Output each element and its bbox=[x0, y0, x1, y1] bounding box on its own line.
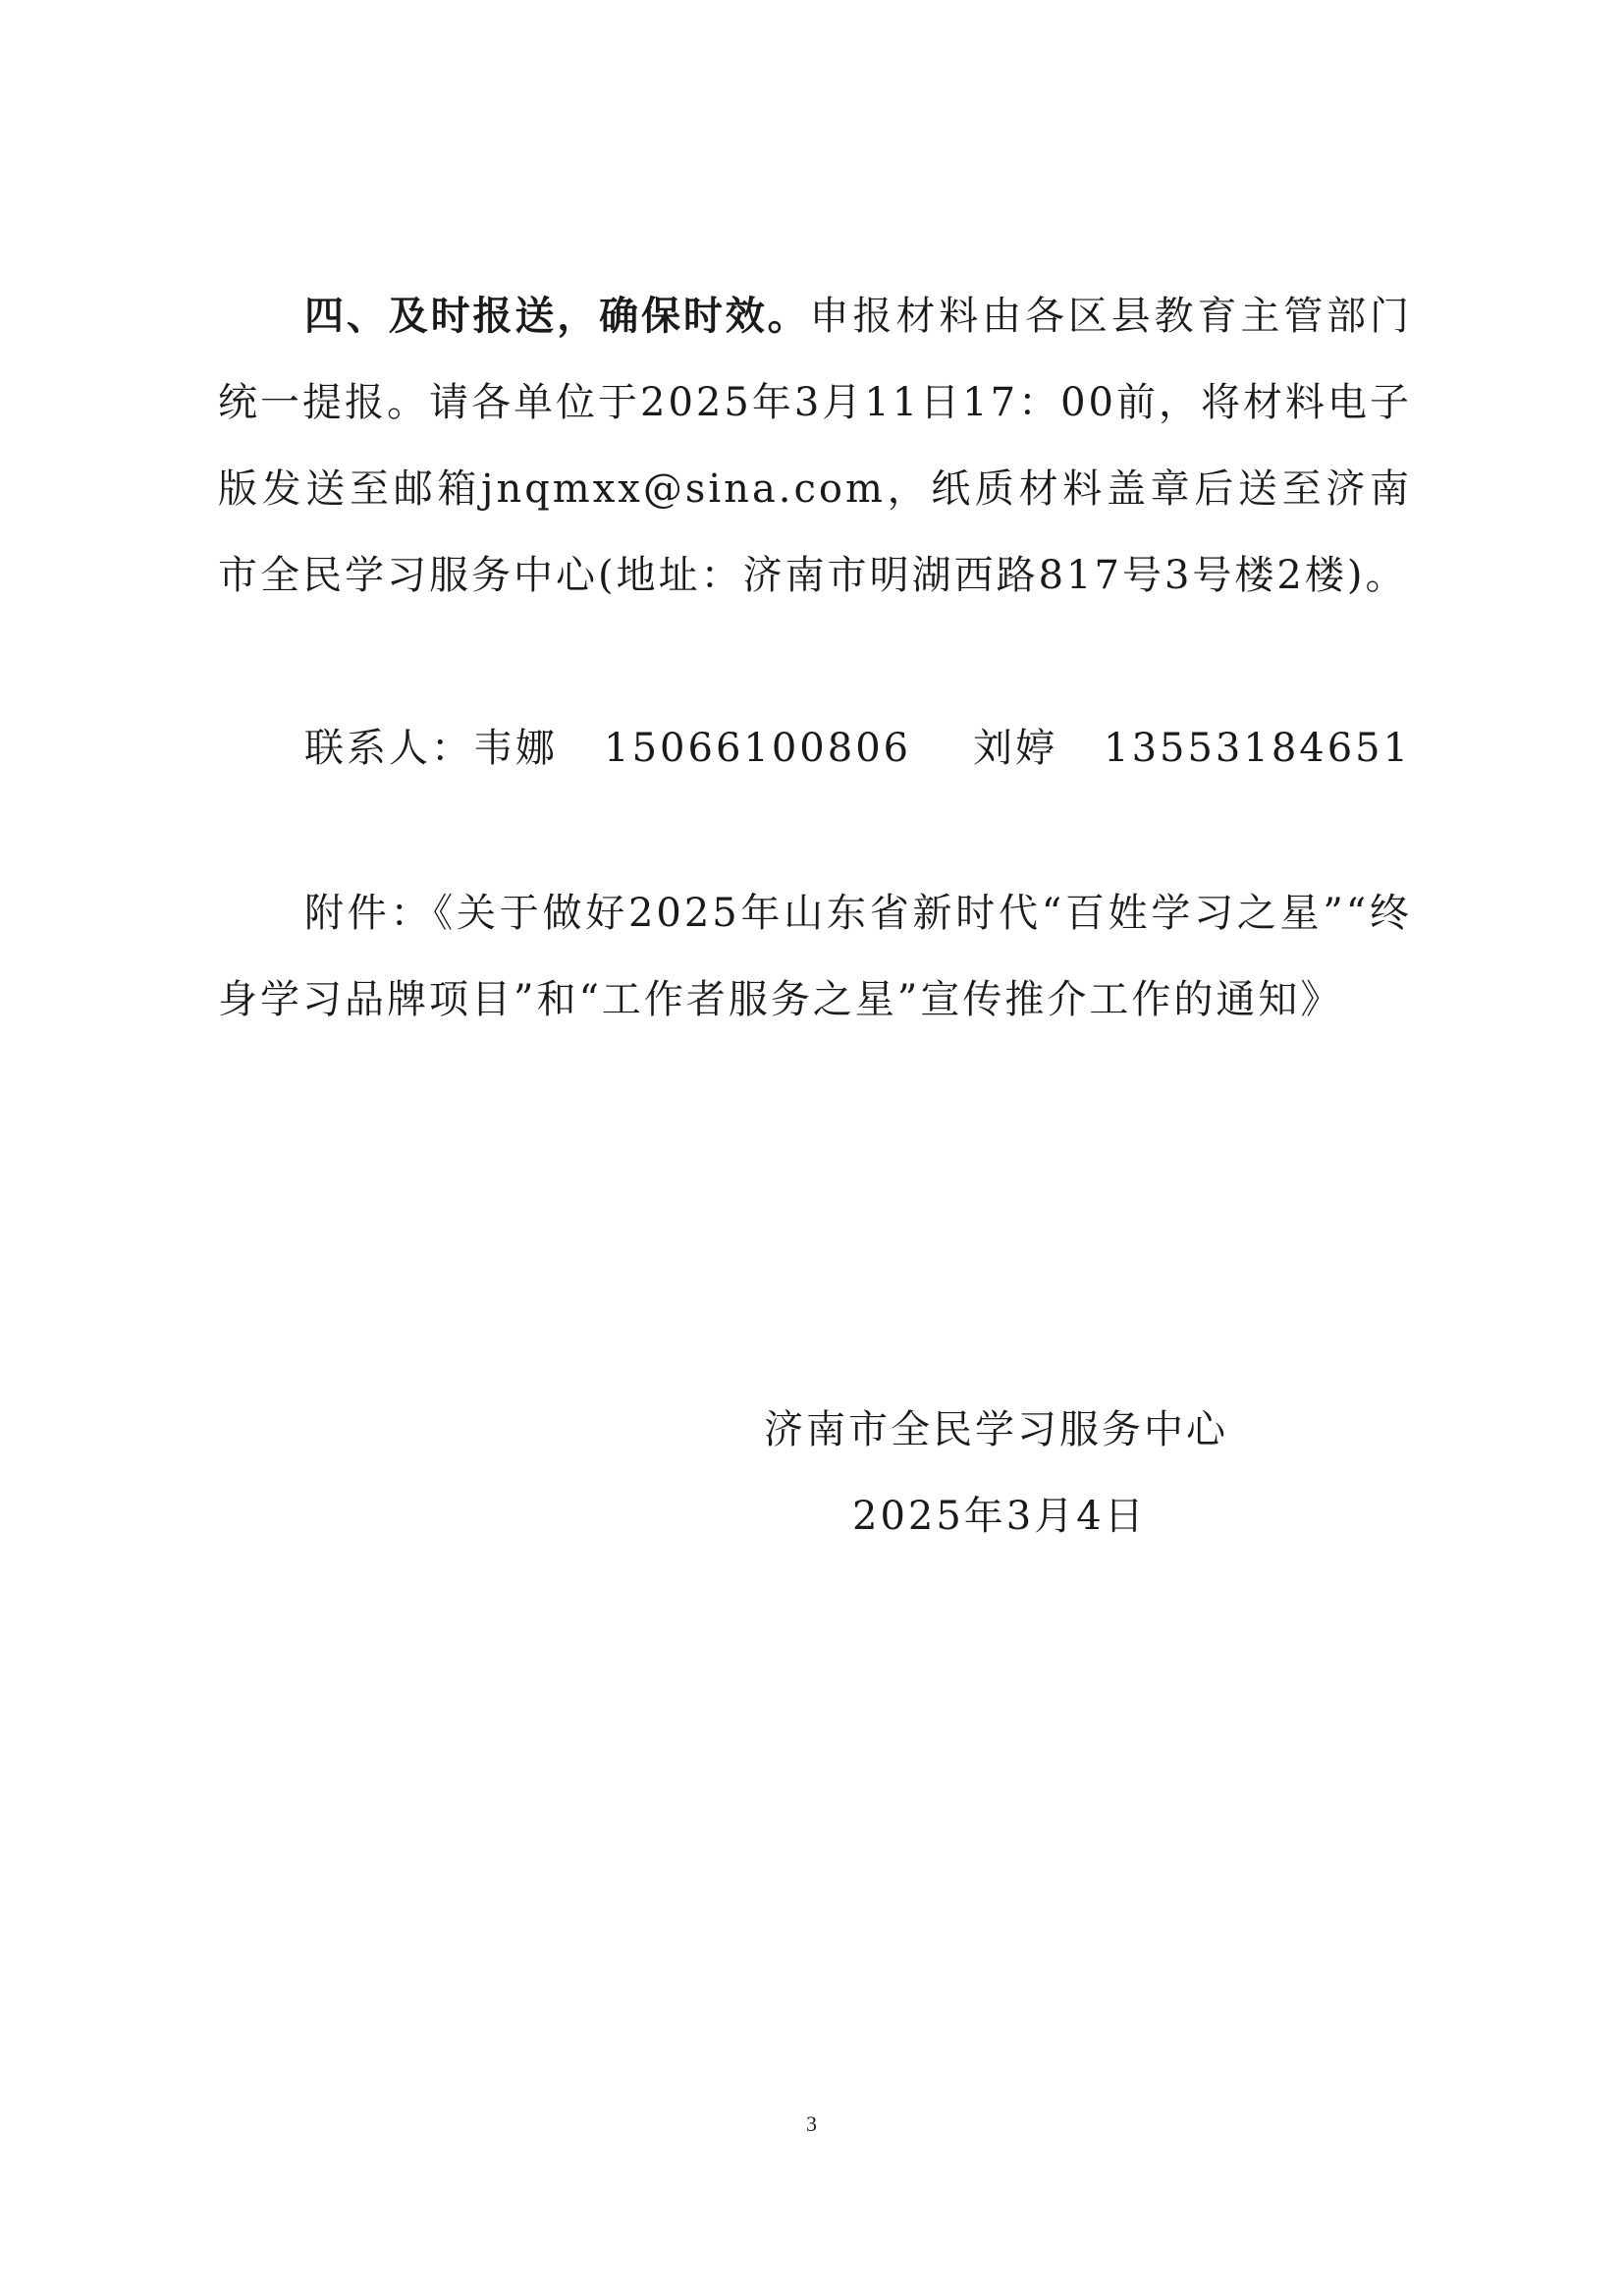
attachment-paragraph: 附件：《关于做好2025年山东省新时代“百姓学习之星”“终身学习品牌项目”和“工作者服务之星”宣传推介工作的通知》 bbox=[218, 891, 1412, 1022]
section-four-paragraph bbox=[218, 273, 1412, 619]
section-four-body: 申报材料由各区县教育主管部门统一提报。请各单位于2025年3月11日17：00前，将材料电子版发送至邮箱jnqmxx@sina.com，纸质材料盖章后送至济南市全民学习服务中心(地址：济南市明湖西路817号3号楼2楼)。 bbox=[218, 294, 1413, 598]
section-four-heading: 四、及时报送，确保时效。 bbox=[304, 294, 810, 339]
signature-date: 2025年3月4日 bbox=[852, 1494, 1147, 1539]
contact-person1-phone: 15066100806 bbox=[604, 726, 912, 771]
signature-organization: 济南市全民学习服务中心 bbox=[764, 1407, 1228, 1452]
contact-line bbox=[304, 705, 1411, 792]
contact-person2-phone: 13553184651 bbox=[1104, 726, 1412, 771]
contact-label: 联系人： bbox=[304, 726, 473, 771]
contact-person2-name: 刘婷 bbox=[972, 726, 1057, 771]
contact-person1-name: 韦娜 bbox=[473, 726, 558, 771]
page-number: 3 bbox=[806, 2111, 817, 2136]
